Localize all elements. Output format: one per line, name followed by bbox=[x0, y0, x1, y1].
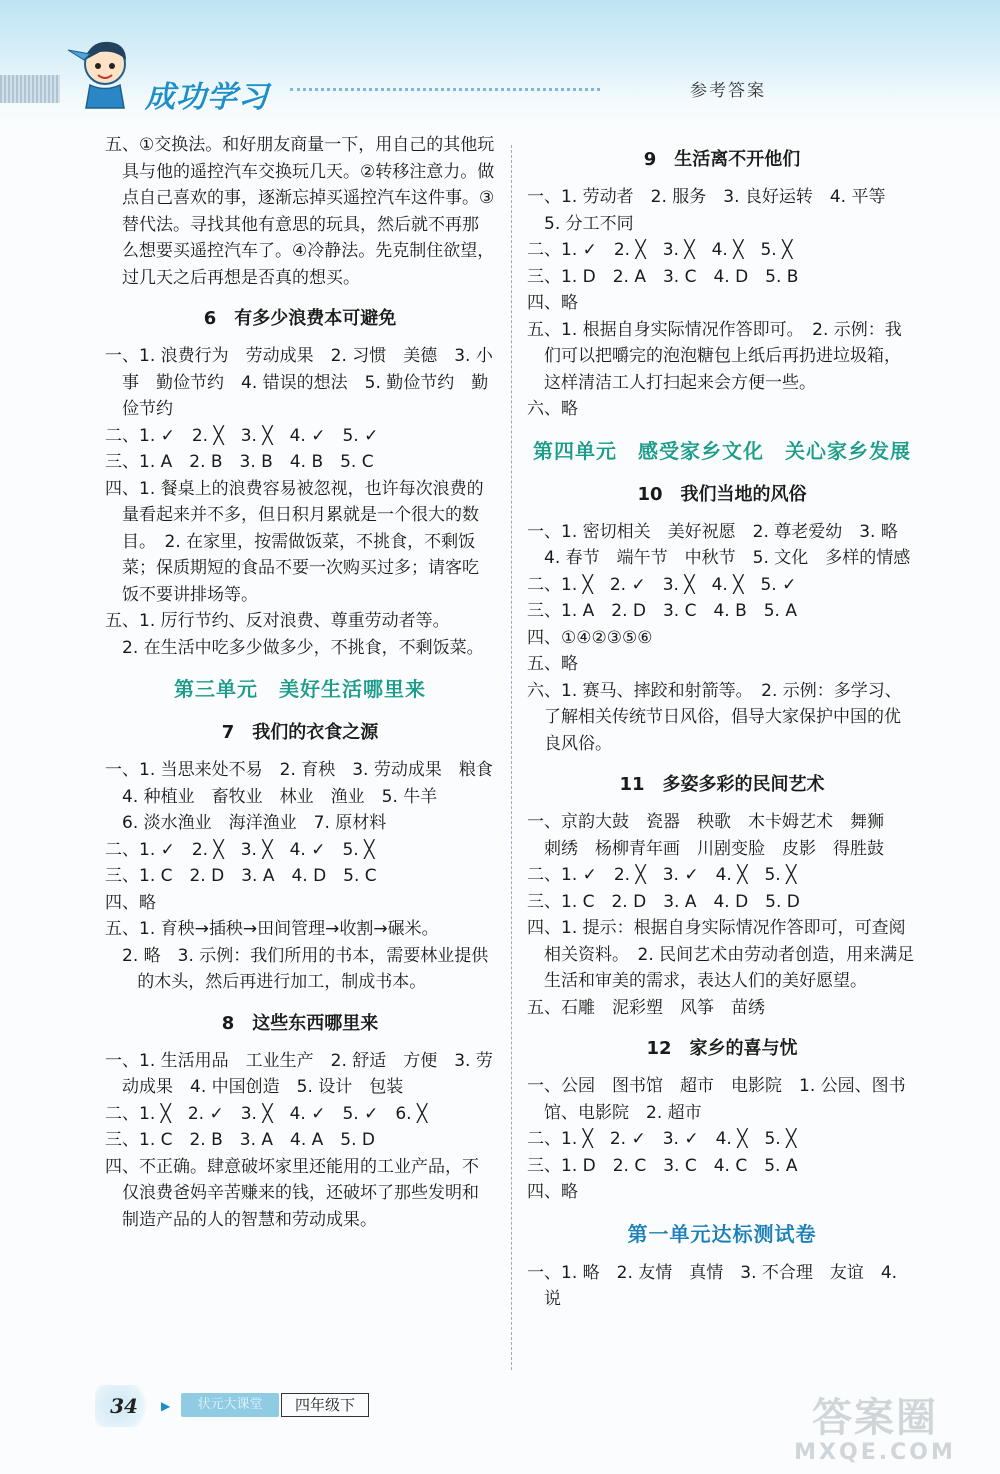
test-heading: 第一单元达标测试卷 bbox=[627, 1221, 817, 1246]
answer-text: 四、略 bbox=[105, 892, 156, 913]
answer-text: 三、1. A 2. B 3. B 4. B 5. C bbox=[105, 452, 374, 472]
answer-text: 五、略 bbox=[527, 654, 578, 674]
lesson-title: 11 多姿多彩的民间艺术 bbox=[619, 774, 825, 795]
answer-text: 三、1. D 2. C 3. C 4. C 5. A bbox=[527, 1155, 798, 1176]
watermark-text: 答案圈 bbox=[812, 1395, 938, 1441]
answer-text: 五、1. 育秧→插秧→田间管理→收割→碾米。 bbox=[105, 919, 439, 939]
answer-text: 六、1. 赛马、摔跤和射箭等。 2. 示例：多学习、了解相关传统节日风俗，倡导大家保护中国的优良风俗。 bbox=[527, 680, 902, 754]
answer-text: 四、1. 提示：根据自身实际情况作答即可，可查阅相关资料。 2. 民间艺术由劳动者创造，用来满足生活和审美的需求，表达人们的美好愿望。 bbox=[527, 918, 915, 991]
header-dotted-rule bbox=[290, 88, 600, 93]
answer-text: 四、不正确。肆意破坏家里还能用的工业产品，不仅浪费爸妈辛苦赚来的钱，还破坏了那些发明和制造产品的人的智慧和劳动成果。 bbox=[105, 1156, 479, 1230]
answer-text: 6. 淡水渔业 海洋渔业 7. 原材料 bbox=[122, 813, 387, 833]
series-label: 状元大课堂 bbox=[181, 1393, 279, 1417]
unit-heading: 第四单元 感受家乡文化 关心家乡发展 bbox=[533, 438, 911, 463]
answer-text: 二、1. ╳ 2. ✓ 3. ╳ 4. ╳ 5. ✓ bbox=[527, 574, 797, 595]
answer-text: 一、1. 略 2. 友情 真情 3. 不合理 友谊 4. 说 bbox=[527, 1262, 898, 1309]
lesson-title: 8 这些东西哪里来 bbox=[221, 1012, 379, 1034]
answer-text: 二、1. ✓ 2. ╳ 3. ╳ 4. ╳ 5. ╳ bbox=[527, 240, 793, 260]
section-label: 参考答案 bbox=[690, 81, 766, 101]
answer-text: 二、1. ✓ 2. ╳ 3. ✓ 4. ╳ 5. ╳ bbox=[527, 865, 797, 885]
answer-text: 5. 分工不同 bbox=[544, 213, 634, 234]
answer-text: 三、1. C 2. D 3. A 4. D 5. D bbox=[527, 891, 800, 912]
lesson-title: 10 我们当地的风俗 bbox=[637, 483, 807, 505]
answer-text: 四、略 bbox=[527, 1182, 578, 1202]
answer-text: 五、石雕 泥彩塑 风筝 苗绣 bbox=[527, 997, 765, 1018]
page-number: 34 bbox=[95, 1385, 153, 1427]
play-arrow-icon: ▶ bbox=[161, 1399, 171, 1413]
answer-text: 4. 种植业 畜牧业 林业 渔业 5. 牛羊 bbox=[122, 786, 438, 807]
answer-text: 二、1. ╳ 2. ✓ 3. ╳ 4. ✓ 5. ✓ 6. ╳ bbox=[105, 1103, 428, 1124]
answer-text: 一、1. 劳动者 2. 服务 3. 良好运转 4. 平等 bbox=[527, 187, 886, 207]
answer-text: 三、1. C 2. D 3. A 4. D 5. C bbox=[105, 866, 377, 886]
answer-text: 五、1. 根据自身实际情况作答即可。 2. 示例：我们可以把嚼完的泡泡糖包上纸后再扔进垃圾箱，这样清洁工人打扫起来会方便一些。 bbox=[527, 319, 902, 393]
lesson-title: 12 家乡的喜与忧 bbox=[646, 1038, 798, 1059]
answer-text: 2. 在生活中吃多少做多少，不挑食，不剩饭菜。 bbox=[122, 637, 484, 658]
watermark bbox=[770, 1395, 980, 1470]
answer-text: 一、京韵大鼓 瓷器 秧歌 木卡姆艺术 舞狮 bbox=[527, 812, 884, 832]
answer-text: 二、1. ✓ 2. ╳ 3. ╳ 4. ✓ 5. ╳ bbox=[105, 839, 375, 860]
answer-text: 四、①④②③⑤⑥ bbox=[527, 627, 653, 648]
answer-text: 4. 春节 端午节 中秋节 5. 文化 多样的情感 bbox=[544, 548, 911, 568]
answer-text: 一、1. 浪费行为 劳动成果 2. 习惯 美德 3. 小事 勤俭节约 4. 错误的想法 5. 勤俭节约 勤俭节约 bbox=[105, 346, 493, 419]
answer-text: 四、略 bbox=[527, 293, 578, 313]
mascot-boy-icon bbox=[60, 30, 150, 110]
left-column bbox=[105, 132, 495, 1233]
answer-text: 三、1. C 2. B 3. A 4. A 5. D bbox=[105, 1130, 375, 1150]
watermark-url: MXQE.COM bbox=[794, 1440, 956, 1465]
unit-heading: 第三单元 美好生活哪里来 bbox=[174, 677, 426, 701]
answer-text: 二、1. ╳ 2. ✓ 3. ✓ 4. ╳ 5. ╳ bbox=[527, 1129, 797, 1149]
answer-text: 五、①交换法。和好朋友商量一下，用自己的其他玩具与他的遥控汽车交换玩几天。②转移注意力。做点自己喜欢的事，逐渐忘掉买遥控汽车这件事。③替代法。寻找其他有意思的玩具，然后就不再那么想要买遥控汽车了。④冷静法。先克制住欲望，过几天之后再想是否真的想买。 bbox=[105, 135, 495, 288]
answer-text: 四、1. 餐桌上的浪费容易被忽视，也许每次浪费的量看起来并不多，但日积月累就是一个很大的数目。 2. 在家里，按需做饭菜，不挑食，不剩饭菜；保质期短的食品不要一次购买过多；请客吃饭不要讲排场等。 bbox=[105, 478, 484, 605]
page-header bbox=[0, 0, 1000, 125]
answer-text: 一、1. 当思来处不易 2. 育秧 3. 劳动成果 粮食 bbox=[105, 760, 493, 780]
answer-text: 三、1. D 2. A 3. C 4. D 5. B bbox=[527, 266, 799, 287]
answer-text: 六、略 bbox=[527, 399, 578, 419]
brand-logo: 成功学习 bbox=[145, 80, 269, 115]
answer-text: 一、公园 图书馆 超市 电影院 1. 公园、图书馆、电影院 2. 超市 bbox=[527, 1076, 906, 1123]
lesson-title: 9 生活离不开他们 bbox=[643, 149, 801, 170]
right-column bbox=[527, 132, 917, 1313]
lesson-title: 6 有多少浪费本可避免 bbox=[203, 308, 397, 329]
column-divider bbox=[511, 145, 512, 1370]
answer-text: 三、1. A 2. D 3. C 4. B 5. A bbox=[527, 601, 797, 621]
grade-label: 四年级下 bbox=[281, 1393, 369, 1417]
lesson-title: 7 我们的衣食之源 bbox=[221, 722, 379, 743]
answer-text: 刺绣 杨柳青年画 川剧变脸 皮影 得胜鼓 bbox=[544, 838, 884, 859]
answer-text: 二、1. ✓ 2. ╳ 3. ╳ 4. ✓ 5. ✓ bbox=[105, 425, 379, 446]
answer-text: 2. 略 3. 示例：我们所用的书本，需要林业提供的木头，然后再进行加工，制成书本。 bbox=[122, 945, 489, 992]
answer-text: 一、1. 密切相关 美好祝愿 2. 尊老爱幼 3. 略 bbox=[527, 521, 898, 542]
answer-text: 一、1. 生活用品 工业生产 2. 舒适 方便 3. 劳动成果 4. 中国创造 5. 设计 包装 bbox=[105, 1050, 493, 1097]
header-strip bbox=[0, 75, 60, 103]
answer-text: 五、1. 厉行节约、反对浪费、尊重劳动者等。 bbox=[105, 611, 450, 631]
